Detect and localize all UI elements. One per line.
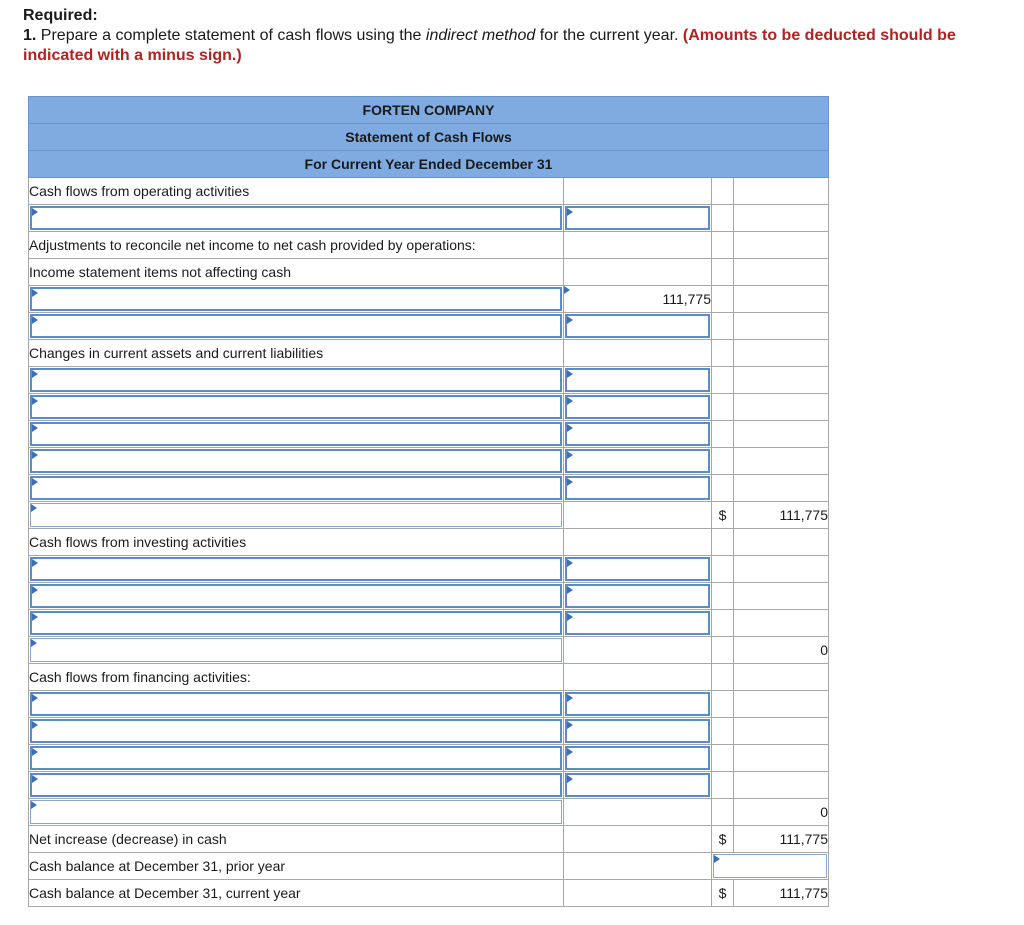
- table-row: [29, 664, 829, 691]
- operating-heading: Cash flows from operating activities: [29, 178, 564, 205]
- noncash-amount-value: 111,775: [662, 291, 711, 307]
- dropdown-marker-icon: [32, 613, 38, 621]
- header-row-period: [29, 151, 829, 178]
- requirement-1: [23, 26, 1013, 66]
- dollar-sign: $: [712, 502, 734, 529]
- financing-amount-input-1[interactable]: [565, 692, 710, 716]
- dropdown-marker-icon: [567, 208, 573, 216]
- dropdown-marker-icon: [32, 370, 38, 378]
- dropdown-marker-icon: [567, 397, 573, 405]
- investing-amount-input-2[interactable]: [565, 584, 710, 608]
- table-row: [29, 232, 829, 259]
- dropdown-marker-icon: [567, 559, 573, 567]
- changes-amount-input-1[interactable]: [565, 368, 710, 392]
- table-row: [29, 556, 829, 583]
- investing-label-input-1[interactable]: [30, 557, 562, 581]
- dropdown-marker-icon: [32, 289, 38, 297]
- noncash-label-input-1[interactable]: [30, 287, 562, 311]
- dropdown-marker-icon: [567, 721, 573, 729]
- balance-current-value: 111,775: [734, 880, 829, 907]
- header-row-company: [29, 97, 829, 124]
- table-row: [29, 421, 829, 448]
- net-change-value: 111,775: [734, 826, 829, 853]
- table-row: [29, 448, 829, 475]
- net-change-label: Net increase (decrease) in cash: [29, 826, 564, 853]
- table-row: [29, 205, 829, 232]
- financing-heading: Cash flows from financing activities:: [29, 664, 564, 691]
- requirement-text-b: for the current year.: [535, 27, 683, 44]
- operating-label-input-1[interactable]: [30, 206, 562, 230]
- changes-amount-input-3[interactable]: [565, 422, 710, 446]
- table-row: [29, 529, 829, 556]
- cash-flow-worksheet: [28, 96, 829, 907]
- noncash-label-input-2[interactable]: [30, 314, 562, 338]
- table-row: [29, 394, 829, 421]
- dropdown-marker-icon: [32, 316, 38, 324]
- table-row: [29, 313, 829, 340]
- adjustments-heading: Adjustments to reconcile net income to net cash provided by operations:: [29, 232, 564, 259]
- changes-heading: Changes in current assets and current liabilities: [29, 340, 564, 367]
- changes-amount-input-2[interactable]: [565, 395, 710, 419]
- table-row: [29, 880, 829, 907]
- table-row: [29, 367, 829, 394]
- table-row: [29, 745, 829, 772]
- investing-label-input-2[interactable]: [30, 584, 562, 608]
- table-row: [29, 637, 829, 664]
- dropdown-marker-icon: [31, 504, 37, 512]
- balance-prior-input[interactable]: [713, 854, 827, 878]
- changes-label-input-3[interactable]: [30, 422, 562, 446]
- dropdown-marker-icon: [32, 451, 38, 459]
- table-row: [29, 502, 829, 529]
- investing-heading: Cash flows from investing activities: [29, 529, 564, 556]
- table-row: [29, 853, 829, 880]
- table-row: [29, 610, 829, 637]
- operating-total-label-input[interactable]: [30, 503, 562, 527]
- dropdown-marker-icon: [567, 478, 573, 486]
- changes-label-input-1[interactable]: [30, 368, 562, 392]
- statement-title: Statement of Cash Flows: [29, 124, 829, 151]
- investing-label-input-3[interactable]: [30, 611, 562, 635]
- requirement-method: indirect method: [425, 27, 536, 44]
- dropdown-marker-icon: [567, 775, 573, 783]
- financing-label-input-3[interactable]: [30, 746, 562, 770]
- table-row: [29, 475, 829, 502]
- dropdown-marker-icon: [567, 613, 573, 621]
- dropdown-marker-icon: [32, 586, 38, 594]
- statement-period: For Current Year Ended December 31: [29, 151, 829, 178]
- dropdown-marker-icon: [567, 748, 573, 756]
- dropdown-marker-icon: [32, 397, 38, 405]
- table-row: [29, 691, 829, 718]
- changes-label-input-2[interactable]: [30, 395, 562, 419]
- changes-amount-input-5[interactable]: [565, 476, 710, 500]
- requirements-text: [23, 6, 1013, 66]
- financing-amount-input-3[interactable]: [565, 746, 710, 770]
- dropdown-marker-icon: [567, 586, 573, 594]
- financing-label-input-2[interactable]: [30, 719, 562, 743]
- dropdown-marker-icon: [567, 694, 573, 702]
- table-row: [29, 259, 829, 286]
- financing-amount-input-2[interactable]: [565, 719, 710, 743]
- dollar-sign: $: [712, 826, 734, 853]
- dropdown-marker-icon: [714, 855, 720, 863]
- balance-prior-label: Cash balance at December 31, prior year: [29, 853, 564, 880]
- dropdown-marker-icon: [31, 801, 37, 809]
- investing-total-label-input[interactable]: [30, 638, 562, 662]
- dropdown-marker-icon: [32, 559, 38, 567]
- header-row-statement: [29, 124, 829, 151]
- changes-amount-input-4[interactable]: [565, 449, 710, 473]
- dollar-sign: $: [712, 880, 734, 907]
- table-row: [29, 799, 829, 826]
- dropdown-marker-icon: [567, 316, 573, 324]
- item-number: 1.: [23, 27, 37, 44]
- net-financing-value: 0: [734, 799, 829, 826]
- dropdown-marker-icon: [567, 424, 573, 432]
- dropdown-marker-icon: [32, 208, 38, 216]
- dropdown-marker-icon: [32, 721, 38, 729]
- dropdown-marker-icon: [567, 451, 573, 459]
- required-heading: Required:: [23, 7, 98, 24]
- noncash-items-heading: Income statement items not affecting cash: [29, 259, 564, 286]
- dropdown-marker-icon: [567, 370, 573, 378]
- financing-total-label-input[interactable]: [30, 800, 562, 824]
- company-name: FORTEN COMPANY: [29, 97, 829, 124]
- balance-current-label: Cash balance at December 31, current year: [29, 880, 564, 907]
- changes-label-input-5[interactable]: [30, 476, 562, 500]
- investing-amount-input-1[interactable]: [565, 557, 710, 581]
- table-row: [29, 772, 829, 799]
- table-row: [29, 340, 829, 367]
- net-investing-value: 0: [734, 637, 829, 664]
- requirement-text-a: Prepare a complete statement of cash flows using the: [36, 27, 426, 44]
- minus-sign-note: (Amounts to be deducted should be indicated with a minus sign.): [23, 27, 956, 64]
- dropdown-marker-icon: [32, 775, 38, 783]
- table-row: [29, 718, 829, 745]
- dropdown-marker-icon: [32, 694, 38, 702]
- dropdown-marker-icon: [31, 639, 37, 647]
- noncash-amount-input-2[interactable]: [565, 314, 710, 338]
- operating-amount-input-1[interactable]: [565, 206, 710, 230]
- dropdown-marker-icon: [32, 424, 38, 432]
- table-row: [29, 826, 829, 853]
- dropdown-marker-icon: [564, 286, 570, 294]
- financing-label-input-1[interactable]: [30, 692, 562, 716]
- table-row: [29, 286, 829, 313]
- financing-label-input-4[interactable]: [30, 773, 562, 797]
- changes-label-input-4[interactable]: [30, 449, 562, 473]
- table-row: [29, 583, 829, 610]
- dropdown-marker-icon: [32, 748, 38, 756]
- financing-amount-input-4[interactable]: [565, 773, 710, 797]
- net-operating-value: 111,775: [734, 502, 829, 529]
- investing-amount-input-3[interactable]: [565, 611, 710, 635]
- dropdown-marker-icon: [32, 478, 38, 486]
- table-row: [29, 178, 829, 205]
